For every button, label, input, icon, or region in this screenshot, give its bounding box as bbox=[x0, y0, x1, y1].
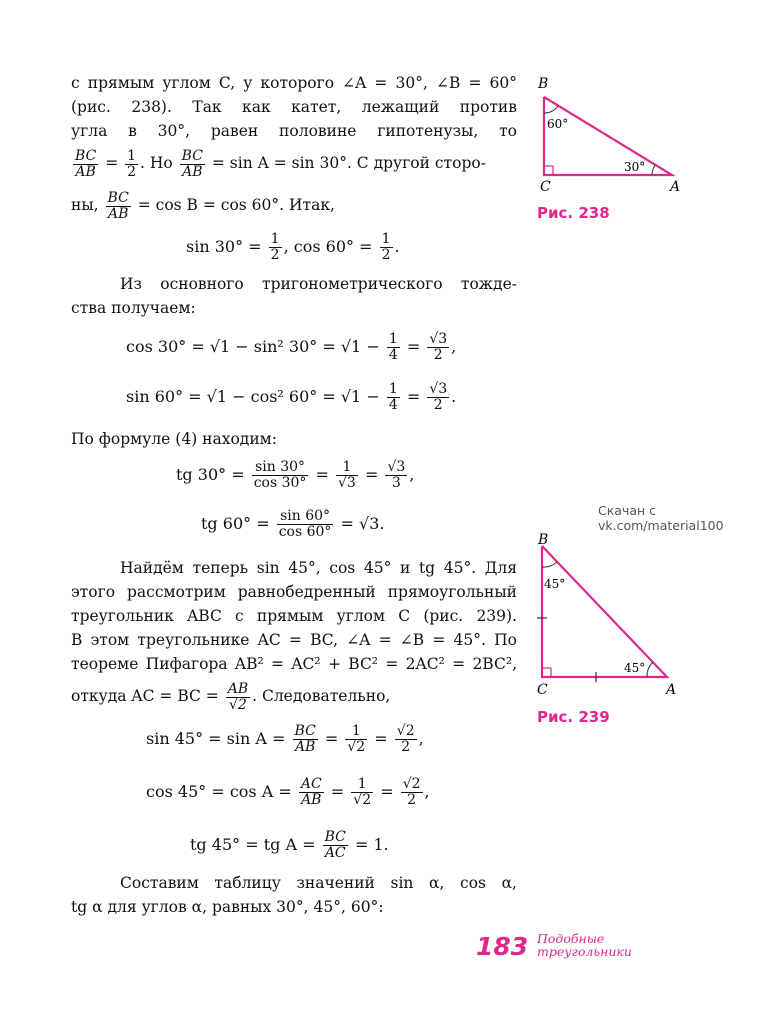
fraction: $\frac{1}{√2}$ bbox=[353, 776, 372, 808]
figure-caption: Рис. 238 bbox=[537, 204, 610, 222]
fraction: $\frac{√3}{2}$ bbox=[429, 331, 448, 363]
vertex-label-c: C bbox=[537, 682, 548, 698]
vertex-label-c: C bbox=[540, 179, 551, 195]
fraction: $\frac{BC}{AB}$ bbox=[294, 723, 316, 755]
vertex-label-b: B bbox=[538, 532, 549, 548]
angle-label-45-b: 45° bbox=[544, 577, 566, 591]
formula: tg 60° = $\frac{\sin 60^\circ}{\cos 60^\circ}$ = √3. bbox=[201, 508, 385, 540]
chapter-title-line2: треугольники bbox=[537, 944, 632, 959]
formula: sin 30° = $\frac{1}{2}$ , cos 60° = $\frac{1}{2}$ . bbox=[186, 231, 400, 263]
figure-caption: Рис. 239 bbox=[537, 708, 610, 726]
fraction: $\frac{1}{√2}$ bbox=[347, 723, 366, 755]
text-line: Из основного тригонометрического тожде- bbox=[120, 275, 517, 293]
angle-label-60: 60° bbox=[547, 117, 569, 131]
angle-label-45-a: 45° bbox=[624, 661, 646, 675]
fraction: $\frac{AC}{AB}$ bbox=[300, 776, 322, 808]
fraction: $\frac{1}{√3}$ bbox=[338, 459, 356, 491]
fraction: $\frac{1}{2}$ bbox=[127, 147, 137, 180]
fraction: $\frac{\sin 30^\circ}{\cos 30^\circ}$ bbox=[253, 459, 307, 491]
text-line: $\frac{BC}{AB}$ = $\frac{1}{2}$ . Но $\frac{BC}{AB}$ = sin A = sin 30°. С другой сторо- bbox=[75, 147, 486, 180]
vertex-label-a: A bbox=[670, 179, 681, 195]
text-line: ства получаем: bbox=[71, 299, 196, 317]
vertex-label-a: A bbox=[666, 682, 677, 698]
fraction: $\frac{1}{4}$ bbox=[388, 331, 398, 363]
text-line: Найдём теперь sin 45°, cos 45° и tg 45°. Для bbox=[120, 559, 517, 577]
fraction: $\frac{\sin 60^\circ}{\cos 60^\circ}$ bbox=[278, 508, 332, 540]
text-line: ны, $\frac{BC}{AB}$ = cos B = cos 60°. Итак, bbox=[71, 189, 335, 222]
text-line: теореме Пифагора AB² = AC² + BC² = 2AC² = 2BC², bbox=[71, 655, 517, 673]
angle-a-arc bbox=[652, 165, 655, 175]
text-line: с прямым углом C, у которого ∠A = 30°, ∠B = 60° bbox=[71, 74, 517, 92]
text-line: По формуле (4) находим: bbox=[71, 430, 277, 448]
triangle-outline bbox=[542, 546, 667, 677]
watermark: Скачан с vk.com/material100 bbox=[598, 503, 724, 533]
fraction: $\frac{√3}{3}$ bbox=[387, 459, 406, 491]
angle-label-30: 30° bbox=[624, 160, 646, 174]
fraction: $\frac{√2}{2}$ bbox=[396, 723, 415, 755]
fraction: $\frac{1}{4}$ bbox=[388, 381, 398, 413]
fraction: $\frac{1}{2}$ bbox=[270, 231, 280, 263]
formula: cos 30° = √1 − sin² 30° = √1 − $\frac{1}{4}$ = $\frac{√3}{2}$ , bbox=[126, 331, 457, 363]
text-line: В этом треугольнике AC = BC, ∠A = ∠B = 45°. По bbox=[71, 631, 517, 649]
page-number: 183 bbox=[476, 932, 529, 961]
fraction: $\frac{BC}{AC}$ bbox=[324, 829, 346, 861]
figure-239-triangle bbox=[520, 530, 700, 705]
formula: cos 45° = cos A = $\frac{AC}{AB}$ = $\frac{1}{√2}$ = $\frac{√2}{2}$ , bbox=[146, 776, 430, 808]
formula: tg 45° = tg A = $\frac{BC}{AC}$ = 1. bbox=[190, 829, 389, 861]
vertex-label-b: B bbox=[538, 76, 549, 92]
text-line: треугольник ABC с прямым углом C (рис. 239). bbox=[71, 607, 517, 625]
formula: tg 30° = $\frac{\sin 30^\circ}{\cos 30^\circ}$ = $\frac{1}{√3}$ = $\frac{√3}{3}$ , bbox=[176, 459, 415, 491]
angle-b-arc bbox=[544, 106, 558, 113]
formula: sin 45° = sin A = $\frac{BC}{AB}$ = $\frac{1}{√2}$ = $\frac{√2}{2}$ , bbox=[146, 723, 424, 755]
text-line: откуда AC = BC = $\frac{AB}{√2}$ . Следовательно, bbox=[71, 680, 391, 713]
angle-b-arc bbox=[542, 562, 557, 567]
text-line: Составим таблицу значений sin α, cos α, bbox=[120, 874, 517, 892]
text-line: (рис. 238). Так как катет, лежащий против bbox=[71, 98, 517, 116]
angle-a-arc bbox=[647, 662, 653, 677]
fraction: $\frac{1}{2}$ bbox=[381, 231, 391, 263]
fraction: $\frac{AB}{√2}$ bbox=[227, 680, 249, 713]
formula: sin 60° = √1 − cos² 60° = √1 − $\frac{1}{4}$ = $\frac{√3}{2}$ . bbox=[126, 381, 457, 413]
right-angle-mark bbox=[544, 166, 553, 175]
text-line: угла в 30°, равен половине гипотенузы, то bbox=[71, 122, 517, 140]
fraction: $\frac{√3}{2}$ bbox=[429, 381, 448, 413]
right-angle-mark bbox=[542, 668, 551, 677]
figure-238-triangle bbox=[520, 70, 700, 200]
triangle-outline bbox=[544, 97, 672, 175]
text-line: tg α для углов α, равных 30°, 45°, 60°: bbox=[71, 898, 384, 916]
fraction: $\frac{√2}{2}$ bbox=[402, 776, 421, 808]
fraction: $\frac{BC}{AB}$ bbox=[75, 147, 97, 180]
fraction: $\frac{BC}{AB}$ bbox=[107, 189, 129, 222]
chapter-title-line1: Подобные bbox=[537, 931, 605, 946]
fraction: $\frac{BC}{AB}$ bbox=[181, 147, 203, 180]
text-line: этого рассмотрим равнобедренный прямоугольный bbox=[71, 583, 517, 601]
